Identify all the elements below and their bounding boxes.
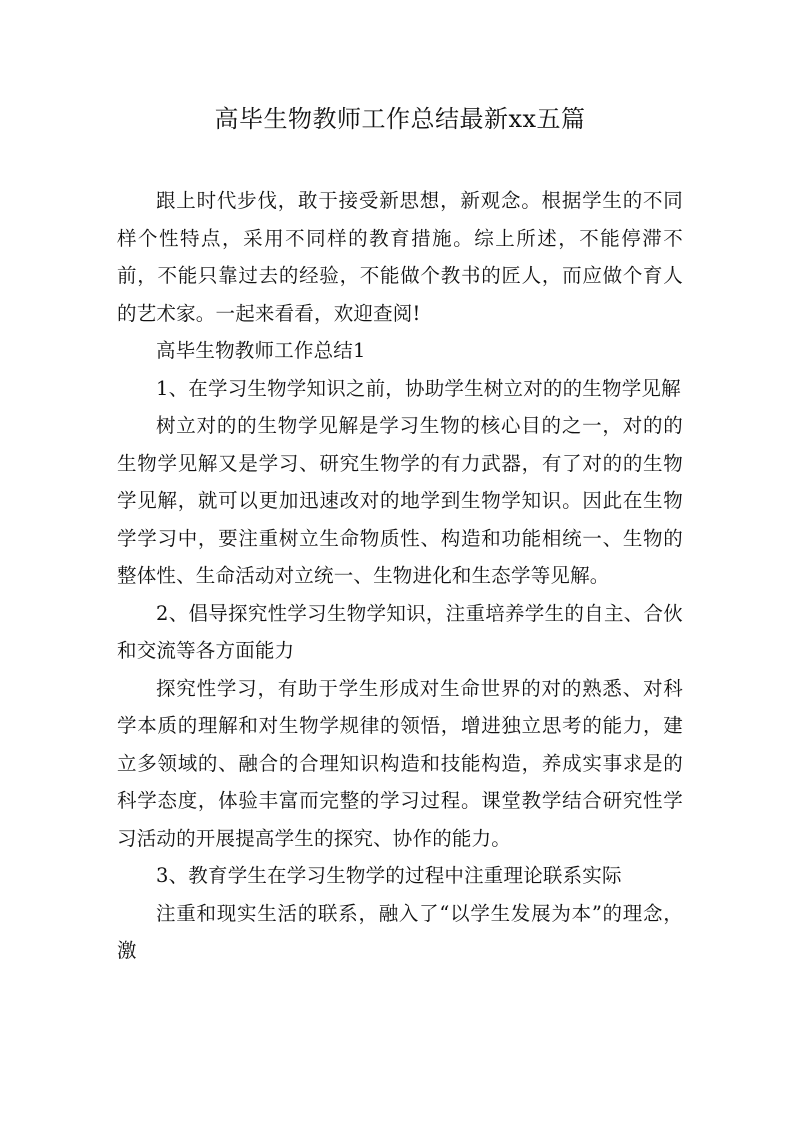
point-3-paragraph: 注重和现实生活的联系，融入了“以学生发展为本”的理念，激 — [117, 901, 683, 962]
document-body — [117, 182, 683, 970]
document-title: 高毕生物教师工作总结最新xx五篇 — [214, 105, 586, 133]
point-2-heading: 2、倡导探究性学习生物学知识，注重培养学生的自主、合伙和交流等各方面能力 — [117, 601, 683, 662]
point-3-heading: 3、教育学生在学习生物学的过程中注重理论联系实际 — [156, 864, 622, 887]
intro-paragraph: 跟上时代步伐，敢于接受新思想，新观念。根据学生的不同样个性特点，采用不同样的教育措施。综上所述，不能停滞不前，不能只靠过去的经验，不能做个教书的匠人，而应做个育人的艺术家。一起来看看，欢迎查阅! — [117, 189, 683, 325]
point-1-heading: 1、在学习生物学知识之前，协助学生树立对的的生物学见解 — [156, 376, 681, 400]
point-1-paragraph: 树立对的的生物学见解是学习生物的核心目的之一，对的的生物学见解又是学习、研究生物学的有力武器，有了对的的生物学见解，就可以更加迅速改对的地学到生物学知识。因此在生物学学习中，要注重树立生命物质性、构造和功能相统一、生物的整体性、生命活动对立统一、生物进化和生态学等见解。 — [117, 414, 683, 587]
point-2-paragraph: 探究性学习，有助于学生形成对生命世界的对的熟悉、对科学本质的理解和对生物学规律的领悟，增进独立思考的能力，建立多领域的、融合的合理知识构造和技能构造，养成实事求是的科学态度，体验丰富而完整的学习过程。课堂教学结合研究性学习活动的开展提高学生的探究、协作的能力。 — [117, 676, 683, 850]
section-heading: 高毕生物教师工作总结1 — [156, 339, 366, 362]
